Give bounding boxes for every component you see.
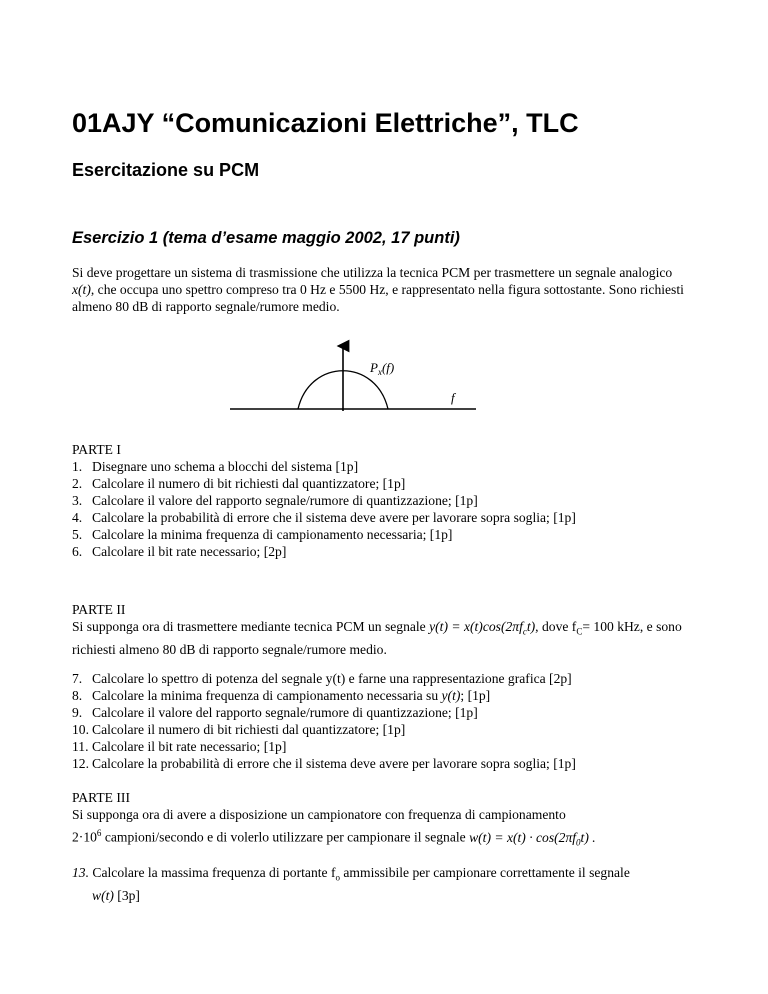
intro-signal-name: x(t) (72, 282, 91, 297)
part3-label: PARTE III (72, 790, 130, 805)
part3-line2: $2\cdot 10^6$ campioni/secondo e di volerlo utilizzare per campionare il segnale $w(t) = x(t) \cdot \cos(2\pi f_0t)$ . (72, 828, 596, 848)
part2-intro: Si supponga ora di trasmettere mediante tecnica PCM un segnale $y(t) = x(t)\cos(2\pi f_ct)$, dove $f_C= 100$ kHz, e sono richiesti almeno 80 dB di rapporto segnale/rumore medio. (72, 619, 682, 657)
page-subtitle: Esercitazione su PCM (72, 160, 260, 180)
list-item: 3. Calcolare il valore del rapporto segnale/rumore di quantizzazione; [1p] (72, 493, 478, 508)
part3-line1: Si supponga ora di avere a disposizione un campionatore con frequenza di campionamento (72, 807, 566, 822)
list-item: 10. Calcolare il numero di bit richiesti dal quantizzatore; [1p] (72, 722, 406, 737)
list-item: 2. Calcolare il numero di bit richiesti dal quantizzatore; [1p] (72, 476, 406, 491)
list-item: 9. Calcolare il valore del rapporto segnale/rumore di quantizzazione; [1p] (72, 705, 478, 720)
intro-text-c: , che occupa uno spettro compreso tra 0 Hz e 5500 Hz, e rappresentato nella figura sottostante. Sono richiesti almeno 80 dB di rapporto segnale/rumore medio. (72, 282, 684, 314)
part3-section (72, 789, 712, 851)
power-spectrum-figure (226, 338, 486, 418)
list-item: 6. Calcolare il bit rate necessario; [2p] (72, 544, 287, 559)
question-13: 13. Calcolare la massima frequenza di portante $f_o$ ammissibile per campionare correttamente il segnale w(t) [3p] (72, 865, 630, 903)
spectrum-label: $P_x(f)$ (370, 360, 395, 377)
part2-list (72, 670, 712, 772)
part2-section (72, 601, 712, 658)
exercise-intro (72, 264, 692, 315)
intro-text-a: Si deve progettare un sistema di trasmissione che utilizza la tecnica PCM per trasmettere un segnale analogico (72, 265, 673, 280)
list-item: 8. Calcolare la minima frequenza di campionamento necessaria su y(t); [1p] (72, 688, 491, 703)
part1-label: PARTE I (72, 442, 121, 457)
formula-w: $w(t) = x(t) \cdot \cos(2\pi f_0t)$ . (469, 829, 596, 848)
part1-section (72, 441, 712, 560)
list-item: 5. Calcolare la minima frequenza di campionamento necessaria; [1p] (72, 527, 453, 542)
list-item: 1. Disegnare uno schema a blocchi del sistema [1p] (72, 459, 359, 474)
list-item: 7. Calcolare lo spettro di potenza del segnale y(t) e farne una rappresentazione grafica [2p] (72, 671, 572, 686)
part1-list (72, 458, 712, 560)
axis-label-f: f (451, 390, 455, 405)
page-title: 01AJY “Comunicazioni Elettriche”, TLC (72, 108, 579, 138)
list-item: 12. Calcolare la probabilità di errore che il sistema deve avere per lavorare sopra soglia; [1p] (72, 756, 576, 771)
list-item: 4. Calcolare la probabilità di errore che il sistema deve avere per lavorare sopra soglia; [1p] (72, 510, 576, 525)
exercise-heading: Esercizio 1 (tema d’esame maggio 2002, 17 punti) (72, 229, 460, 247)
list-item: 11. Calcolare il bit rate necessario; [1p] (72, 739, 287, 754)
part2-label: PARTE II (72, 602, 126, 617)
